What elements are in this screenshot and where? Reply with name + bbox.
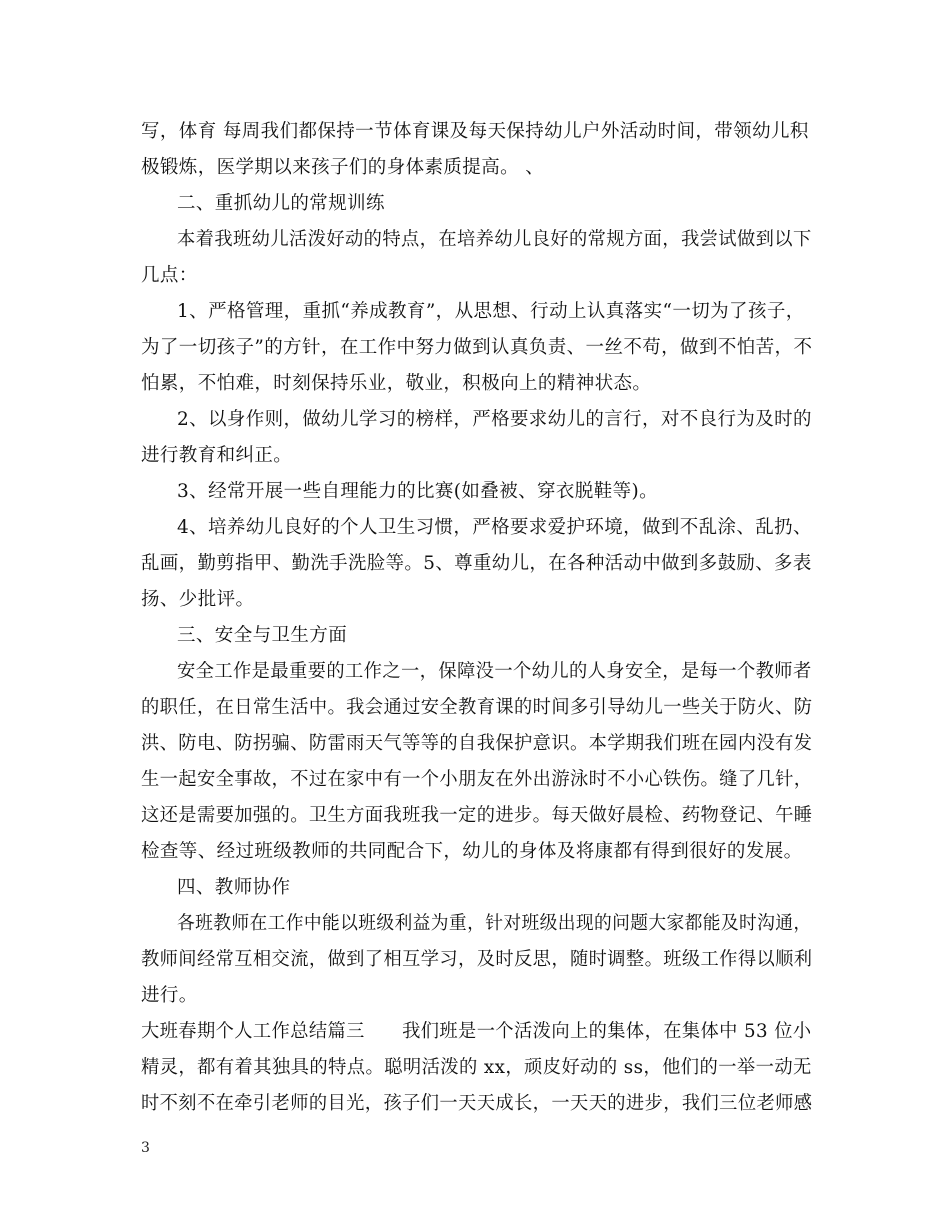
text-line: 乱画，勤剪指甲、勤洗手洗脸等。5、尊重幼儿，在各种活动中做到多鼓励、多表	[141, 553, 812, 574]
text-line: 的职任，在日常生活中。我会通过安全教育课的时间多引导幼儿一些关于防火、防	[141, 697, 813, 718]
section-heading: 三、安全与卫生方面	[177, 625, 348, 646]
text-line: 各班教师在工作中能以班级利益为重，针对班级出现的问题大家都能及时沟通，	[177, 913, 812, 934]
text-line: 进行教育和纠正。	[141, 445, 293, 466]
text-line: 极锻炼，医学期以来孩子们的身体素质提高。 、	[141, 157, 545, 178]
text-line: 几点：	[141, 265, 198, 286]
text-line: 教师间经常互相交流，做到了相互学习，及时反思，随时调整。班级工作得以顺利	[141, 949, 813, 970]
section-heading: 四、教师协作	[177, 877, 291, 898]
text-line: 4、培养幼儿良好的个人卫生习惯，严格要求爱护环境，做到不乱涂、乱扔、	[177, 517, 812, 538]
text-line: 扬、少批评。	[141, 589, 255, 610]
text-line: 精灵，都有着其独具的特点。聪明活泼的 xx，顽皮好动的 ss，他们的一举一动无	[141, 1057, 812, 1078]
text-line: 这还是需要加强的。卫生方面我班我一定的进步。每天做好晨检、药物登记、午睡	[141, 805, 813, 826]
text-line: 时不刻不在牵引老师的目光，孩子们一天天成长，一天天的进步，我们三位老师感	[141, 1093, 813, 1114]
text-line: 洪、防电、防拐骗、防雷雨天气等等的自我保护意识。本学期我们班在园内没有发	[141, 733, 813, 754]
text-line: 3、经常开展一些自理能力的比赛(如叠被、穿衣脱鞋等)。	[177, 481, 659, 502]
text-line: 为了一切孩子”的方针，在工作中努力做到认真负责、一丝不苟，做到不怕苦，不	[141, 337, 813, 358]
text-line: 安全工作是最重要的工作之一，保障没一个幼儿的人身安全，是每一个教师者	[177, 661, 812, 682]
section-heading: 二、重抓幼儿的常规训练	[177, 193, 385, 214]
text-line: 检查等、经过班级教师的共同配合下，幼儿的身体及将康都有得到很好的发展。	[141, 841, 803, 862]
page-number: 3	[141, 1140, 150, 1156]
text-line: 2、以身作则，做幼儿学习的榜样，严格要求幼儿的言行，对不良行为及时的	[177, 409, 812, 430]
text-line: 大班春期个人工作总结篇三 我们班是一个活泼向上的集体，在集体中 53 位小	[141, 1021, 812, 1042]
text-line: 进行。	[141, 985, 198, 1006]
text-line: 生一起安全事故，不过在家中有一个小朋友在外出游泳时不小心铁伤。缝了几针，	[141, 769, 813, 790]
text-line: 本着我班幼儿活泼好动的特点，在培养幼儿良好的常规方面，我尝试做到以下	[177, 229, 812, 250]
text-line: 写，体育 每周我们都保持一节体育课及每天保持幼儿户外活动时间，带领幼儿积	[141, 121, 809, 142]
text-line: 怕累，不怕难，时刻保持乐业，敬业，积极向上的精神状态。	[141, 373, 652, 394]
text-line: 1、严格管理，重抓“养成教育”，从思想、行动上认真落实“一切为了孩子，	[177, 301, 805, 322]
